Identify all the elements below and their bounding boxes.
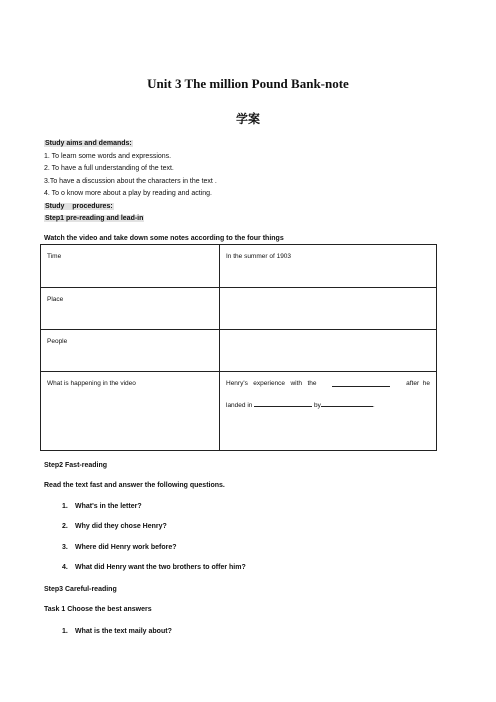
step2-intro: Read the text fast and answer the following questions. bbox=[44, 482, 225, 489]
question-text: What is the text maily about? bbox=[75, 628, 172, 635]
fill-blank[interactable] bbox=[321, 400, 373, 407]
list-number: 3. bbox=[62, 544, 68, 551]
happening-text-b: after he bbox=[406, 380, 430, 387]
step2-heading: Step2 Fast-reading bbox=[44, 462, 108, 469]
aims-heading: Study aims and demands: bbox=[45, 140, 132, 147]
notes-table bbox=[40, 244, 437, 451]
step3-heading: Step3 Careful-reading bbox=[44, 586, 117, 593]
row-value-happening bbox=[220, 372, 437, 451]
list-item bbox=[62, 522, 167, 531]
row-label-time: Time bbox=[41, 245, 220, 288]
row-label-happening: What is happening in the video bbox=[41, 372, 220, 451]
task1-heading: Task 1 Choose the best answers bbox=[44, 606, 152, 613]
table-row bbox=[41, 372, 437, 451]
question-text: Why did they chose Henry? bbox=[75, 523, 167, 530]
document-title: Unit 3 The million Pound Bank-note bbox=[147, 76, 349, 91]
question-text: What's in the letter? bbox=[75, 503, 142, 510]
question-text: Where did Henry work before? bbox=[75, 544, 177, 551]
list-number: 2. bbox=[62, 523, 68, 530]
aims-heading-line bbox=[44, 139, 133, 148]
list-item bbox=[62, 563, 246, 572]
list-item bbox=[62, 543, 177, 552]
row-label-place: Place bbox=[41, 288, 220, 330]
aim-item: 1. To learn some words and expressions. bbox=[44, 153, 172, 160]
list-item bbox=[62, 627, 172, 636]
list-item bbox=[62, 502, 142, 511]
list-number: 4. bbox=[62, 564, 68, 571]
happening-text-a: Henry's experience with the bbox=[226, 380, 317, 387]
document-subtitle: 学案 bbox=[235, 112, 260, 126]
fill-blank[interactable] bbox=[254, 400, 312, 407]
table-row bbox=[41, 330, 437, 372]
aim-item: 3.To have a discussion about the characters in the text . bbox=[44, 178, 217, 185]
row-value-people bbox=[220, 330, 437, 372]
row-value-place bbox=[220, 288, 437, 330]
aim-item: 4. To o know more about a play by reading and acting. bbox=[44, 190, 212, 197]
happening-text-e: . bbox=[372, 402, 375, 409]
row-value-time: In the summer of 1903 bbox=[220, 245, 437, 288]
fill-blank[interactable] bbox=[332, 380, 390, 387]
step1-heading: Step1 pre-reading and lead-in bbox=[45, 215, 144, 222]
table-row bbox=[41, 245, 437, 288]
list-number: 1. bbox=[62, 628, 68, 635]
happening-text-d: by bbox=[314, 402, 321, 409]
aim-item: 2. To have a full understanding of the text. bbox=[44, 165, 174, 172]
table-intro: Watch the video and take down some notes according to the four things bbox=[44, 235, 284, 242]
step1-heading-line bbox=[44, 214, 144, 223]
row-label-people: People bbox=[41, 330, 220, 372]
question-text: What did Henry want the two brothers to offer him? bbox=[75, 564, 246, 571]
list-number: 1. bbox=[62, 503, 68, 510]
happening-text-c: landed in bbox=[226, 402, 253, 409]
procedures-heading: Study procedures: bbox=[45, 203, 113, 210]
table-row bbox=[41, 288, 437, 330]
procedures-heading-line bbox=[44, 202, 114, 211]
